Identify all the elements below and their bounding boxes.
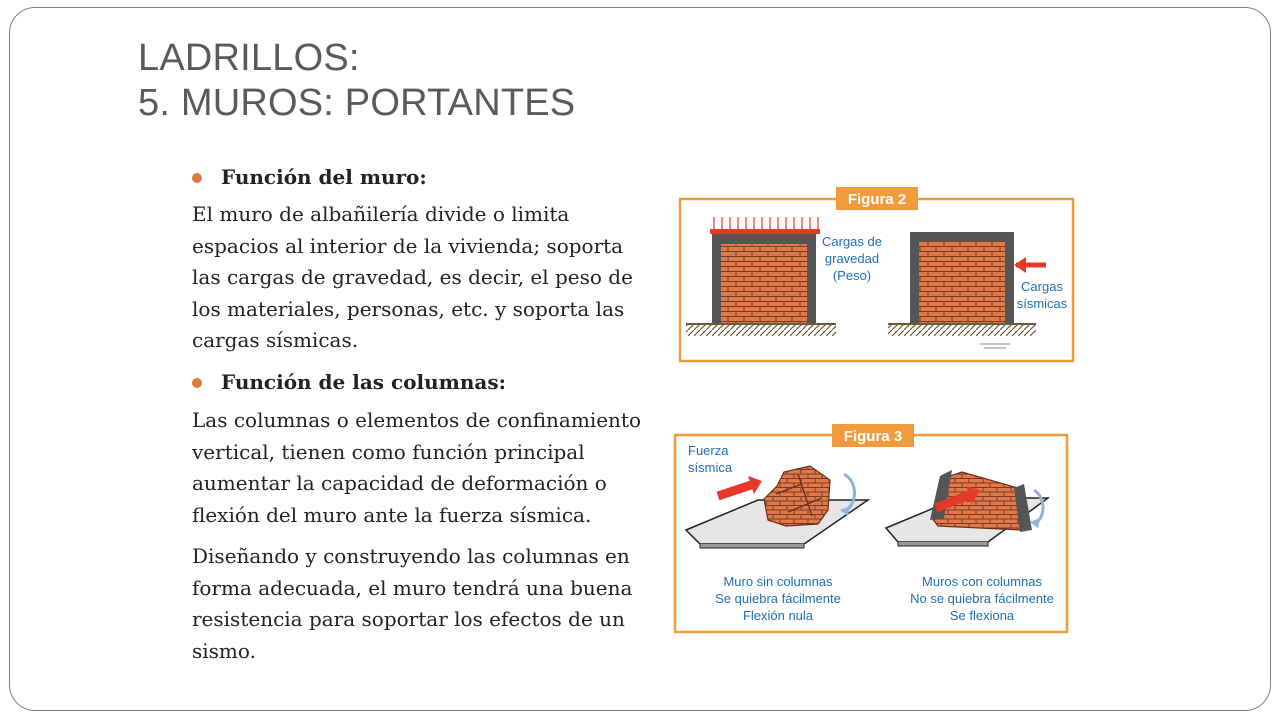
figure-3-illustration: [672, 424, 1072, 636]
text-line: resistencia para soportar los efectos de un: [192, 607, 625, 631]
text-line: vertical, tienen como función principal: [192, 439, 585, 464]
text-line: cargas sísmicas.: [192, 328, 359, 352]
svg-text:Cargas de: Cargas de: [822, 234, 882, 249]
bullet-label: Función del muro:: [221, 165, 427, 189]
ground-right: [888, 324, 1036, 336]
text-line: Las columnas o elementos de confinamiento: [192, 408, 642, 432]
svg-text:Flexión nula: Flexión nula: [742, 608, 814, 623]
bullet-dot: [192, 378, 202, 388]
bullet-wall-function: [192, 165, 427, 189]
svg-text:gravedad: gravedad: [824, 251, 880, 266]
text-line: aumentar la capacidad de deformación o: [192, 471, 607, 495]
bullet-dot: [192, 173, 202, 183]
svg-text:No se quiebra fácilmente: No se quiebra fácilmente: [910, 591, 1054, 606]
text-line: El muro de albañilería divide o limita: [192, 202, 570, 226]
svg-text:Muros con columnas: Muros con columnas: [922, 574, 1042, 589]
paragraph-column-design: [192, 541, 672, 667]
svg-text:(Peso): (Peso): [832, 268, 872, 283]
text-line: Diseñando y construyendo las columnas en: [192, 544, 630, 568]
text-line: forma adecuada, el muro tendrá una buena: [192, 575, 633, 600]
text-line: flexión del muro ante la fuerza sísmica.: [192, 502, 592, 527]
paragraph-column-function: [192, 405, 672, 531]
svg-text:Muro sin columnas: Muro sin columnas: [723, 574, 833, 589]
svg-text:Fuerza: Fuerza: [688, 443, 729, 458]
wall-left: [712, 234, 816, 324]
svg-text:Cargas: Cargas: [1021, 279, 1063, 294]
svg-text:sísmicas: sísmicas: [1016, 296, 1068, 311]
wall-right: [910, 232, 1014, 324]
text-line: sismo.: [192, 638, 256, 663]
slide-title: [138, 36, 1138, 126]
paragraph-wall-function: [192, 199, 672, 357]
title-line-1: LADRILLOS:: [138, 37, 360, 79]
text-line: las cargas de gravedad, es decir, el peso de: [192, 265, 633, 289]
text-line: los materiales, personas, etc. y soporta las: [192, 296, 625, 321]
figure-3-label: Figura 3: [843, 428, 903, 445]
figure-2-illustration: [676, 186, 1078, 364]
svg-text:sísmica: sísmica: [688, 460, 733, 475]
title-line-2: 5. MUROS: PORTANTES: [138, 82, 576, 124]
figure-2-label: Figura 2: [847, 191, 907, 208]
text-line: espacios al interior de la vivienda; soporta: [192, 233, 624, 258]
bullet-column-function: [192, 370, 506, 394]
ground-left: [686, 324, 836, 336]
svg-text:Se quiebra fácilmente: Se quiebra fácilmente: [715, 591, 841, 606]
bullet-label: Función de las columnas:: [221, 370, 506, 394]
svg-text:Se flexiona: Se flexiona: [949, 608, 1015, 623]
